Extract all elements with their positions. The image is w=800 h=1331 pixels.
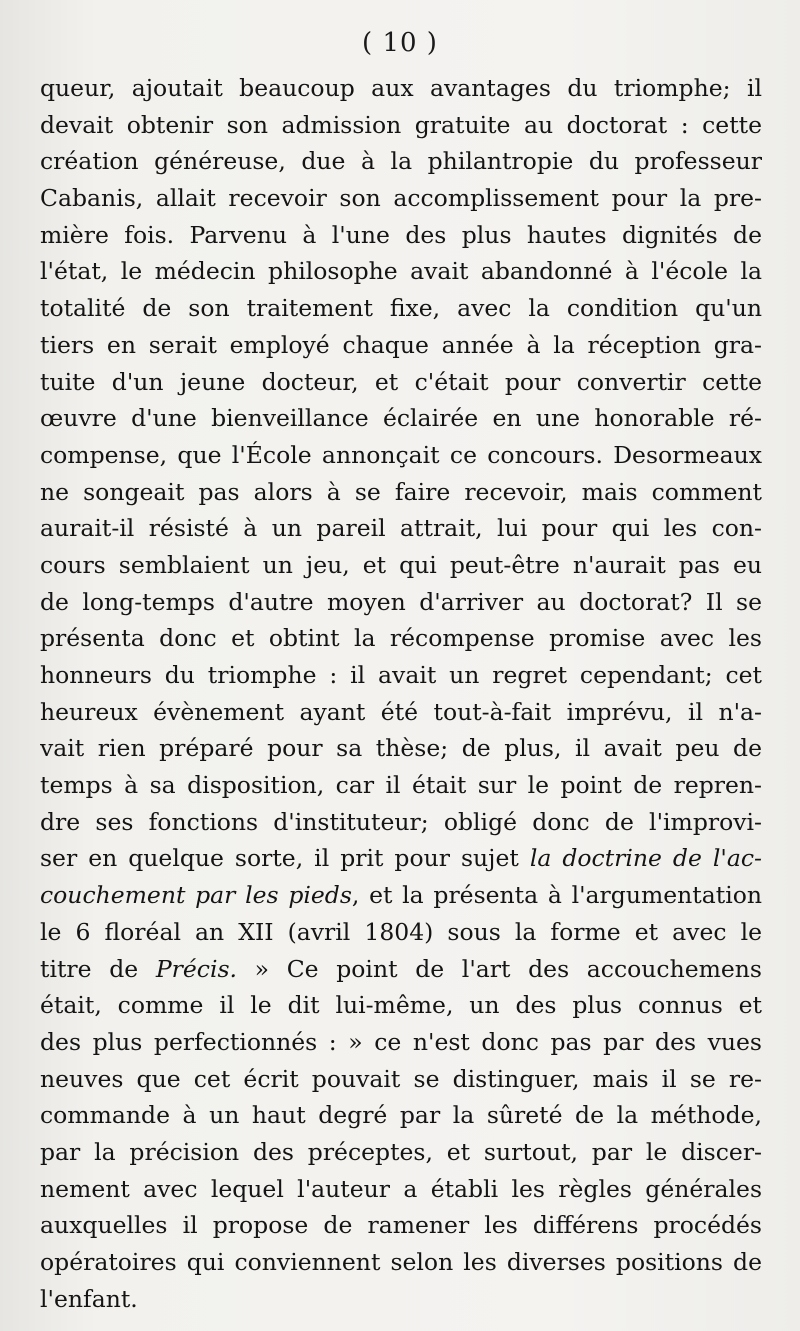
text-line: mière fois. Parvenu à l'une des plus hautes dignités de (40, 220, 762, 249)
italic-title: la doctrine de l'ac- (529, 844, 762, 873)
text-line-mixed (40, 840, 762, 877)
text-line: par la précision des préceptes, et surtout, par le discer- (40, 1137, 762, 1166)
text-line: opératoires qui conviennent selon les diverses positions de (40, 1248, 762, 1276)
text-line: tuite d'un jeune docteur, et c'était pour convertir cette (40, 367, 762, 396)
text-line: nement avec lequel l'auteur a établi les règles générales (40, 1174, 762, 1203)
text-line-mixed (40, 951, 762, 988)
text-line: de long-temps d'autre moyen d'arriver au doctorat? Il se (40, 587, 762, 616)
text-line: queur, ajoutait beaucoup aux avantages du triomphe; il (40, 74, 762, 102)
text-line: auxquelles il propose de ramener les différens procédés (40, 1211, 762, 1240)
text-line: compense, que l'École annonçait ce concours. Desormeaux (40, 440, 762, 469)
text-line: dre ses fonctions d'instituteur; obligé donc de l'improvi- (40, 807, 762, 836)
text-line: devait obtenir son admission gratuite au doctorat : cette (40, 110, 762, 139)
italic-title: couchement par les pieds (40, 881, 352, 910)
italic-title: Précis. (155, 954, 237, 983)
text-line: l'enfant. (40, 1284, 138, 1313)
text-line: totalité de son traitement fixe, avec la condition qu'un (40, 294, 762, 323)
text-line: vait rien préparé pour sa thèse; de plus, il avait peu de (40, 734, 762, 763)
text-line: ne songeait pas alors à se faire recevoir, mais comment (40, 477, 762, 506)
page-number: ( 10 ) (362, 28, 438, 58)
text-line: présenta donc et obtint la récompense promise avec les (40, 624, 762, 653)
text-line: neuves que cet écrit pouvait se distinguer, mais il se re- (40, 1064, 762, 1093)
text-line: tiers en serait employé chaque année à la réception gra- (40, 330, 762, 359)
text-line: commande à un haut degré par la sûreté de la méthode, (40, 1101, 762, 1130)
text-line: création généreuse, due à la philantropie du professeur (40, 147, 762, 176)
text-line: œuvre d'une bienveillance éclairée en une honorable ré- (40, 404, 762, 433)
text-line: honneurs du triomphe : il avait un regret cependant; cet (40, 661, 762, 689)
body-text (40, 70, 762, 1317)
text-line: était, comme il le dit lui-même, un des plus connus et (40, 991, 762, 1020)
text-line: le 6 floréal an XII (avril 1804) sous la forme et avec le (40, 917, 762, 946)
text-line: l'état, le médecin philosophe avait abandonné à l'école la (40, 257, 762, 286)
text-segment: » Ce point de l'art des accouchemens (237, 954, 762, 983)
text-line: aurait-il résisté à un pareil attrait, lui pour qui les con- (40, 514, 762, 543)
text-line: Cabanis, allait recevoir son accomplissement pour la pre- (40, 184, 762, 213)
text-line-mixed (40, 877, 762, 914)
text-segment: , et la présenta à l'argumentation (351, 881, 762, 910)
text-segment: titre de (40, 954, 139, 983)
text-line: heureux évènement ayant été tout-à-fait imprévu, il n'a- (40, 697, 762, 726)
text-line: cours semblaient un jeu, et qui peut-être n'aurait pas eu (40, 550, 762, 579)
text-segment: ser en quelque sorte, il prit pour sujet (40, 844, 519, 873)
text-line: temps à sa disposition, car il était sur le point de repren- (40, 771, 762, 800)
text-line: des plus perfectionnés : » ce n'est donc pas par des vues (40, 1027, 762, 1056)
